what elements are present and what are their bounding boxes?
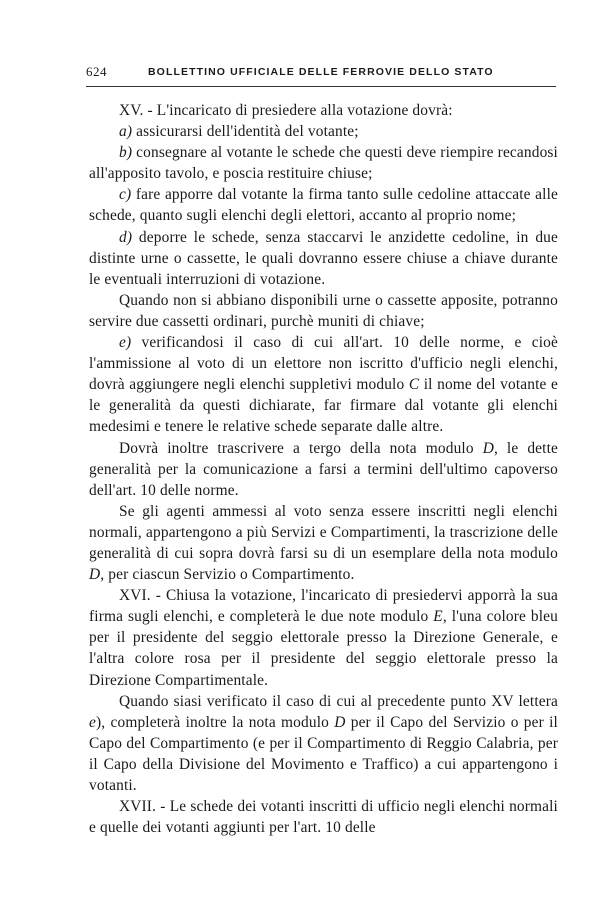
item-c: c) fare apporre dal votante la firma tanto sulle cedoline attaccate alle schede, quanto sugli elenchi degli elettori, accanto al proprio nome; <box>89 186 558 225</box>
page-number: 624 <box>86 64 107 79</box>
paragraph-xv: XV. - L'incaricato di presiedere alla votazione dovrà: <box>119 102 453 119</box>
paragraph-xvi: XVI. - Chiusa la votazione, l'incaricato di presiedervi apporrà la sua firma sugli elenchi, e completerà le due note modulo E, l'una colore bleu per il presidente del seggio elettorale presso la Direzione Generale, e l'altra colore rosa per il presidente del seggio elettorale presso la Direzione Compartimentale. <box>89 587 558 689</box>
paragraph-urne: Quando non si abbiano disponibili urne o cassette apposite, potranno servire due cassetti ordinari, purchè muniti di chiave; <box>89 291 558 330</box>
paragraph-verificato: Quando siasi verificato il caso di cui al precedente punto XV lettera e), completerà inoltre la nota modulo D per il Capo del Servizio o per il Capo del Compartimento (e per il Compartimento di Reggio Calabria, per il Capo della Divisione del Movimento e Traffico) a cui appartengono i votanti. <box>89 692 558 794</box>
running-title: BOLLETTINO UFFICIALE DELLE FERROVIE DELLO STATO <box>148 66 494 78</box>
item-e: e) verificandosi il caso di cui all'art. 10 delle norme, e cioè l'ammissione al voto di un elettore non iscritto d'ufficio negli elenchi, dovrà aggiungere negli elenchi suppletivi modulo C il nome del votante e le generalità da questi dichiarate, far firmare dal votante gli elenchi medesimi e tenere le relative schede separate dalle altre. <box>89 334 558 436</box>
body-text <box>89 100 558 838</box>
item-b: b) consegnare al votante le schede che questi deve riempire recandosi all'apposito tavolo, e poscia restituire chiuse; <box>89 144 558 183</box>
paragraph-xvii: XVII. - Le schede dei votanti inscritti di ufficio negli elenchi normali e quelle dei votanti aggiunti per l'art. 10 delle <box>89 798 558 837</box>
paragraph-agenti: Se gli agenti ammessi al voto senza essere inscritti negli elenchi normali, appartengono a più Servizi e Compartimenti, la trascrizione delle generalità di cui sopra dovrà farsi su di un esemplare della nota modulo D, per ciascun Servizio o Compartimento. <box>89 502 558 584</box>
header-rule <box>86 86 556 87</box>
paragraph-trascrivere: Dovrà inoltre trascrivere a tergo della nota modulo D, le dette generalità per la comunicazione a farsi a termini dell'ultimo capoverso dell'art. 10 delle norme. <box>89 439 558 499</box>
page-header <box>86 62 556 84</box>
item-d: d) deporre le schede, senza staccarvi le anzidette cedoline, in due distinte urne o cassette, le quali dovranno essere chiuse a chiave durante le eventuali interruzioni di votazione. <box>89 228 558 288</box>
item-a: a) assicurarsi dell'identità del votante; <box>119 123 359 141</box>
